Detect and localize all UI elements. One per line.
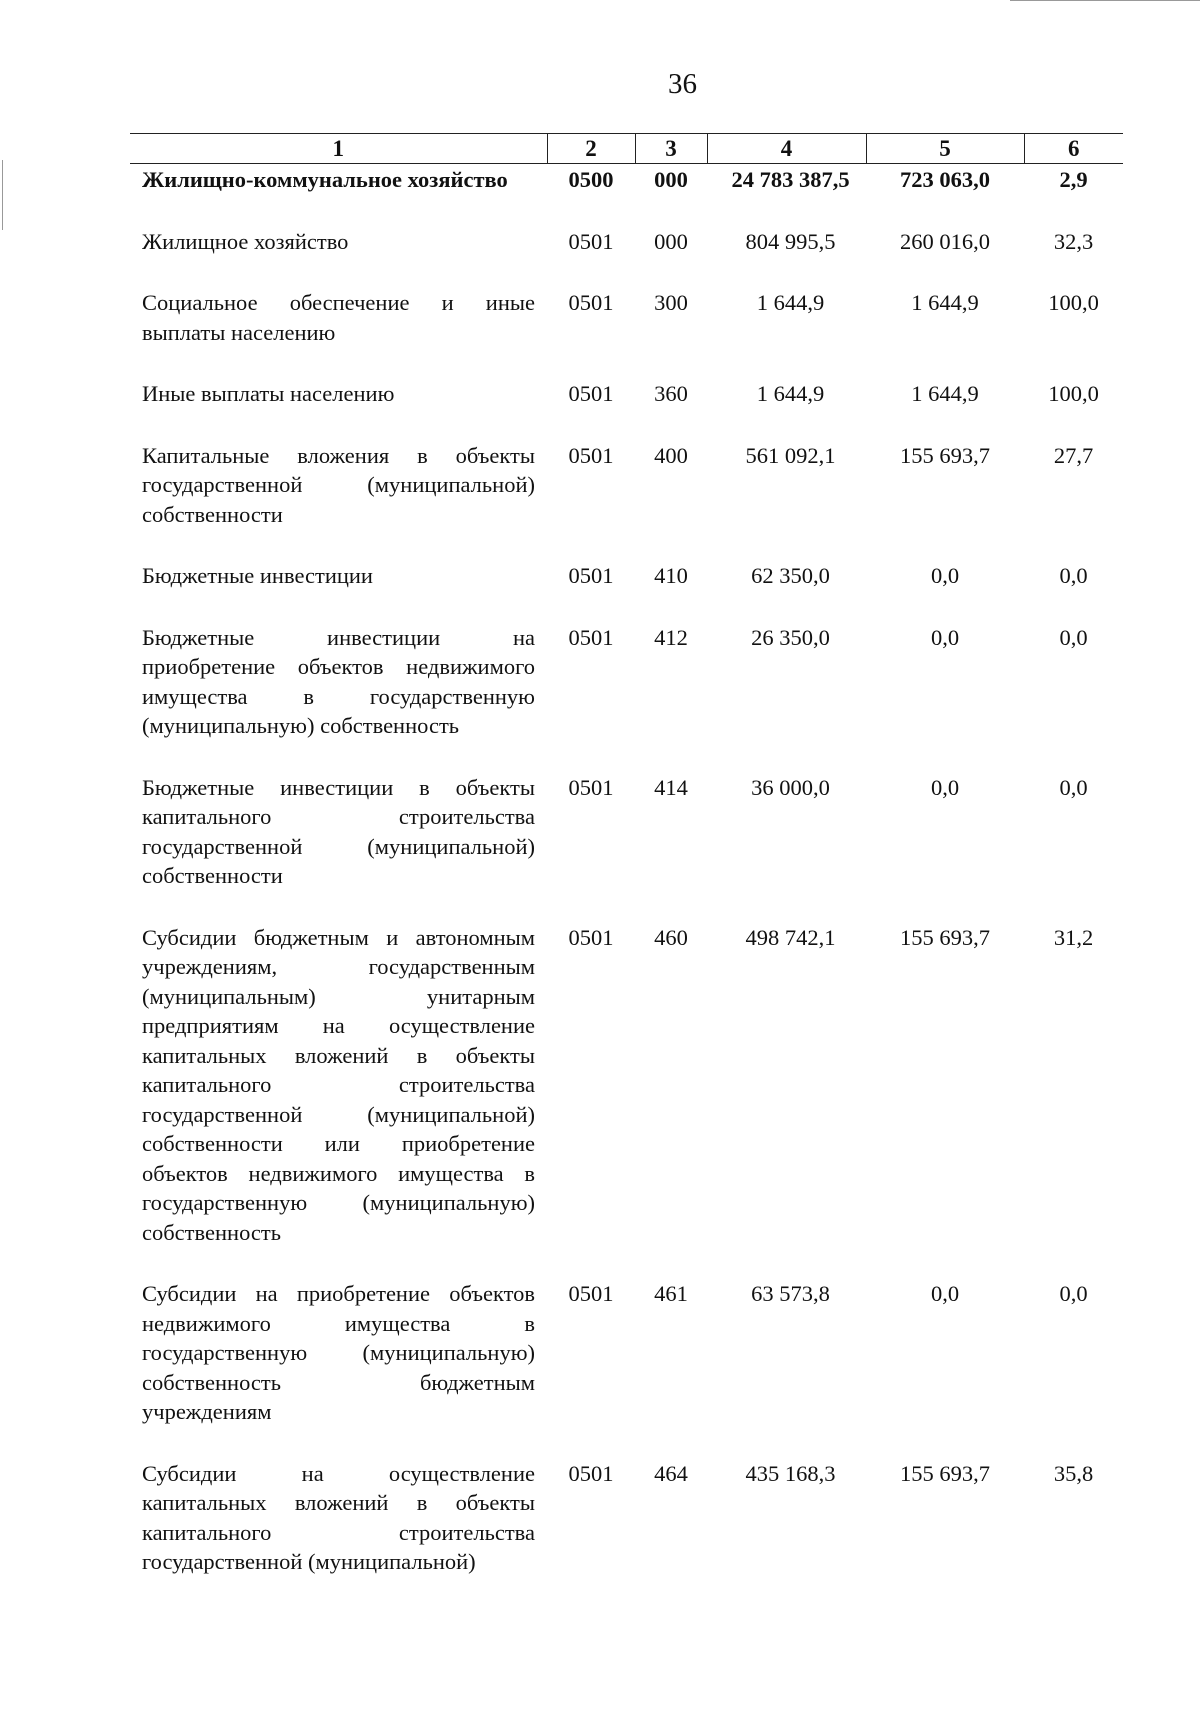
row-col2-cell: 0501	[568, 774, 614, 800]
row-col2-cell: 0500	[568, 167, 614, 192]
row-col6-cell: 27,7	[1053, 442, 1094, 468]
table-row	[130, 557, 1123, 619]
row-name-cell: Бюджетные инвестиции	[142, 563, 373, 588]
table-row	[130, 619, 1123, 769]
column-header-4: 4	[707, 134, 866, 164]
row-name-cell: Бюджетные инвестиции в объекты капитального строительства государственной (муниципальной) собственности	[142, 774, 535, 888]
row-name-cell: Иные выплаты населению	[142, 381, 395, 406]
row-col6-cell: 0,0	[1059, 1281, 1088, 1306]
column-header-3: 3	[635, 134, 707, 164]
column-header-5: 5	[866, 134, 1024, 164]
row-name-cell: Субсидии на приобретение объектов недвижимого имущества в государственную (муниципальную) собственность бюджетным учреждениям	[142, 1281, 535, 1424]
row-col3-cell: 300	[654, 290, 688, 315]
row-col2-cell: 0501	[568, 1281, 614, 1306]
row-col4-cell: 1 644,9	[756, 290, 825, 315]
row-col5-cell: 0,0	[930, 774, 960, 800]
header-row	[130, 134, 1123, 164]
row-col2-cell: 0501	[568, 1460, 614, 1486]
row-col4-cell: 561 092,1	[745, 442, 836, 468]
row-col3-cell: 400	[654, 442, 688, 468]
row-col4-cell: 1 644,9	[756, 381, 825, 406]
row-name-cell: Жилищно-коммунальное хозяйство	[142, 167, 508, 192]
row-col3-cell: 000	[654, 167, 688, 192]
row-col6-cell: 2,9	[1059, 167, 1088, 192]
row-col3-cell: 412	[654, 624, 688, 650]
row-col6-cell: 32,3	[1053, 228, 1094, 254]
row-col4-cell: 804 995,5	[745, 228, 836, 254]
budget-table	[130, 133, 1123, 1577]
row-col2-cell: 0501	[568, 290, 614, 315]
row-name-cell: Жилищное хозяйство	[142, 228, 349, 254]
row-name-cell: Социальное обеспечение и иные выплаты населению	[142, 290, 535, 345]
column-header-2: 2	[547, 134, 635, 164]
row-col5-cell: 0,0	[930, 1281, 960, 1306]
row-col6-cell: 100,0	[1048, 290, 1099, 315]
table-row	[130, 1275, 1123, 1455]
table-row	[130, 284, 1123, 375]
row-col3-cell: 460	[654, 924, 688, 950]
row-col3-cell: 000	[654, 228, 688, 254]
row-col5-cell: 260 016,0	[900, 228, 990, 254]
row-col6-cell: 31,2	[1053, 924, 1094, 950]
row-col2-cell: 0501	[568, 624, 614, 650]
row-col3-cell: 461	[654, 1281, 688, 1306]
row-col2-cell: 0501	[568, 381, 614, 406]
row-col4-cell: 24 783 387,5	[731, 167, 850, 192]
table-row	[130, 437, 1123, 558]
column-header-1: 1	[130, 134, 547, 164]
row-col4-cell: 26 350,0	[751, 624, 830, 650]
table-row	[130, 919, 1123, 1276]
row-col3-cell: 464	[654, 1460, 688, 1486]
row-col5-cell: 155 693,7	[900, 442, 990, 468]
row-col5-cell: 723 063,0	[900, 167, 990, 192]
table-row	[130, 164, 1123, 223]
table-row	[130, 769, 1123, 919]
table-body	[130, 164, 1123, 1577]
row-col2-cell: 0501	[568, 228, 614, 254]
row-col6-cell: 0,0	[1059, 563, 1088, 588]
row-name-cell: Бюджетные инвестиции на приобретение объектов недвижимого имущества в государственную (муниципальную) собственность	[142, 624, 535, 738]
row-col5-cell: 1 644,9	[911, 290, 979, 315]
scan-mark-top-right	[1010, 0, 1200, 1]
row-col3-cell: 414	[654, 774, 688, 800]
row-col4-cell: 36 000,0	[751, 774, 830, 800]
row-col4-cell: 62 350,0	[751, 563, 830, 588]
row-name-cell: Капитальные вложения в объекты государственной (муниципальной) собственности	[142, 442, 535, 527]
row-col3-cell: 360	[654, 381, 688, 406]
row-col2-cell: 0501	[568, 924, 614, 950]
row-col5-cell: 1 644,9	[911, 381, 979, 406]
row-col5-cell: 0,0	[930, 563, 960, 588]
row-col2-cell: 0501	[568, 442, 614, 468]
row-col5-cell: 155 693,7	[900, 924, 990, 950]
row-col3-cell: 410	[654, 563, 688, 588]
row-name-cell: Субсидии на осуществление капитальных вложений в объекты капитального строительства государственной (муниципальной)	[142, 1460, 535, 1574]
column-header-6: 6	[1024, 134, 1123, 164]
scan-mark-left-edge	[2, 160, 3, 230]
row-col5-cell: 0,0	[930, 624, 960, 650]
row-col4-cell: 63 573,8	[751, 1281, 830, 1306]
page-number: 36	[668, 68, 697, 100]
row-col6-cell: 0,0	[1059, 774, 1088, 800]
row-col5-cell: 155 693,7	[900, 1460, 990, 1486]
row-col4-cell: 435 168,3	[745, 1460, 836, 1486]
row-col4-cell: 498 742,1	[745, 924, 836, 950]
table-row	[130, 1455, 1123, 1577]
row-name-cell: Субсидии бюджетным и автономным учреждениям, государственным (муниципальным) унитарным предприятиям на осуществление капитальных вложений в объекты капитального строительства государственной (муниципальной) собственности или приобретение объектов недвижимого имущества в государственную (муниципальную) собственность	[142, 924, 535, 1245]
row-col6-cell: 100,0	[1048, 381, 1099, 406]
row-col2-cell: 0501	[568, 563, 614, 588]
table-row	[130, 223, 1123, 285]
table-row	[130, 375, 1123, 437]
row-col6-cell: 0,0	[1059, 624, 1088, 650]
row-col6-cell: 35,8	[1053, 1460, 1094, 1486]
table-header	[130, 134, 1123, 164]
